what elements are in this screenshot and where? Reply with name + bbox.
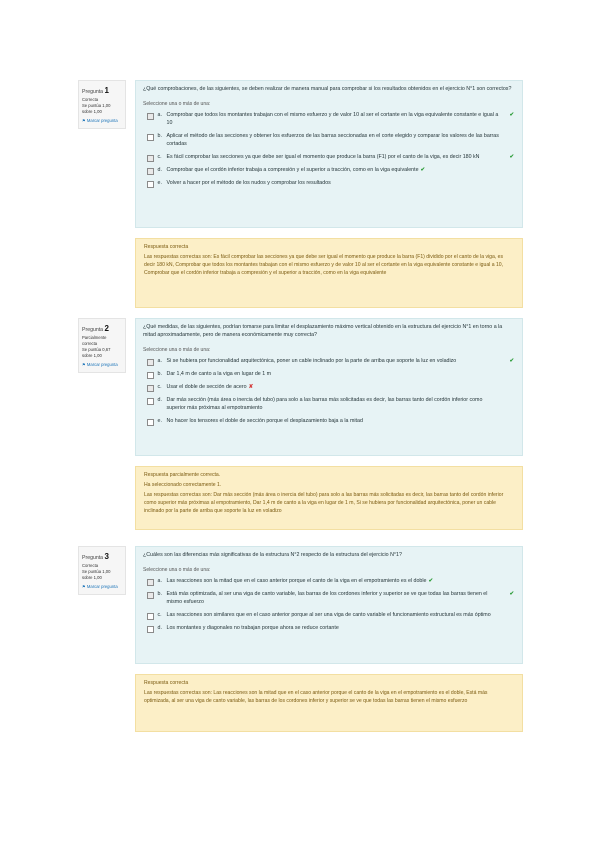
answer-option-d[interactable]: d. Los montantes y diagonales no trabajan porque ahora se reduce cortante bbox=[143, 625, 514, 633]
answer-option-a[interactable]: a. Si se hubiera por funcionalidad arquitectónica, poner un cable inclinado por la parte de arriba que soporte la luz en voladizo ✔ bbox=[143, 358, 514, 366]
question-number: Pregunta 1 bbox=[82, 86, 109, 95]
question-text: ¿Qué medidas, de las siguientes, podrían tomarse para limitar el desplazamiento máximo vertical obtenido en la estructura del ejercicio N°1 en torno a la mitad aproximadamente, pero de manera económicamente muy correcta? bbox=[143, 324, 503, 338]
feedback-text: Las respuestas correctas son: Las reacciones son la mitad que en el caso anterior porque el canto de la viga en el empotramiento es el doble, Está más optimizada, al ser una viga de canto variable, las barras de los cordones inferior y superior se ve que todas las barras tienen el mismo esfuerzo bbox=[144, 689, 488, 704]
checkbox[interactable] bbox=[147, 359, 154, 366]
answer-option-e[interactable]: e. No hacer los tensores el doble de sección porque el desplazamiento baja a la mitad bbox=[143, 418, 514, 426]
answer-option-c[interactable]: c. Usar el doble de sección de acero ✘ bbox=[143, 384, 514, 392]
answer-option-a[interactable]: a. Las reacciones son la mitad que en el caso anterior porque el canto de la viga en el empotramiento es el doble ✔ bbox=[143, 578, 514, 586]
feedback-text: Las respuestas correctas son: Es fácil comprobar las secciones ya que debe ser igual el momento que produce la barra (F1) dividido por el canto de la viga, es decir 180 kN, Comprobar que todos los montantes trabajan con el mismo esfuerzo y de valor 10 al ser el cortante en la viga equivalente constante e igual a 10, Comprobar que el cordón inferior trabaja a compresión y el superior a tracción, como en la viga equivalente bbox=[144, 253, 504, 276]
flag-question-link[interactable]: ⚑ Marcar pregunta bbox=[82, 361, 118, 367]
flag-question-link[interactable]: ⚑ Marcar pregunta bbox=[82, 583, 118, 589]
question-status: Correcta bbox=[82, 96, 99, 102]
question-2-info bbox=[78, 318, 126, 373]
feedback-heading: Respuesta correcta bbox=[144, 244, 189, 250]
question-1-box bbox=[135, 80, 523, 228]
answer-option-a[interactable]: a. Comprobar que todos los montantes trabajan con el mismo esfuerzo y de valor 10 al ser el cortante en la viga equivalente constante e igual a 10 ✔ bbox=[143, 112, 514, 128]
cross-icon: ✘ bbox=[248, 384, 254, 391]
check-icon: ✔ bbox=[509, 358, 514, 365]
flag-question-link[interactable]: ⚑ Marcar pregunta bbox=[82, 117, 118, 123]
checkbox[interactable] bbox=[147, 613, 154, 620]
answer-option-d[interactable]: d. Comprobar que el cordón inferior trabaja a compresión y el superior a tracción, como en la viga equivalente ✔ bbox=[143, 167, 514, 175]
check-icon: ✔ bbox=[428, 578, 433, 585]
question-2-box bbox=[135, 318, 523, 456]
checkbox[interactable] bbox=[147, 181, 154, 188]
feedback-selected-count: Ha seleccionado correctamente 1. bbox=[144, 481, 222, 488]
checkbox[interactable] bbox=[147, 134, 154, 141]
question-number: Pregunta 3 bbox=[82, 552, 109, 561]
answer-option-b[interactable]: b. Aplicar el método de las secciones y obtener los esfuerzos de las barras seccionadas en el corte elegido y comparar los valores de las barras cortadas bbox=[143, 133, 514, 149]
question-3-info bbox=[78, 546, 126, 595]
checkbox[interactable] bbox=[147, 626, 154, 633]
answer-option-c[interactable]: c. Las reacciones son similares que en el caso anterior porque al ser una viga de canto variable el funcionamiento estructural es más óptimo bbox=[143, 612, 514, 620]
answer-option-c[interactable]: c. Es fácil comprobar las secciones ya que debe ser igual el momento que produce la barra (F1) por el canto de la viga, es decir 180 kN ✔ bbox=[143, 154, 514, 162]
answer-prompt: Seleccione una o más de una: bbox=[143, 566, 211, 573]
answer-option-d[interactable]: d. Dar más sección (más área o inercia del tubo) para solo a las barras más solicitadas es decir, las barras tanto del cordón inferior como superior más próximas al empotramiento bbox=[143, 397, 514, 413]
question-2-feedback bbox=[135, 466, 523, 530]
checkbox[interactable] bbox=[147, 372, 154, 379]
question-number: Pregunta 2 bbox=[82, 324, 109, 333]
question-text: ¿Qué comprobaciones, de las siguientes, se deben realizar de manera manual para comprobar si los resultados obtenidos en el ejercicio N°1 son correctos? bbox=[143, 86, 512, 92]
question-status: Parcialmente correcta bbox=[82, 334, 107, 346]
answer-option-e[interactable]: e. Volver a hacer por el método de los nudos y comprobar los resultados bbox=[143, 180, 514, 188]
checkbox[interactable] bbox=[147, 155, 154, 162]
checkbox[interactable] bbox=[147, 168, 154, 175]
check-icon: ✔ bbox=[509, 154, 514, 161]
answer-prompt: Seleccione una o más de una: bbox=[143, 100, 211, 107]
feedback-text: Las respuestas correctas son: Dar más sección (más área o inercia del tubo) para solo a las barras más solicitadas es decir, las barras tanto del cordón inferior como superior más próximas al empotramiento, Dar 1,4 m de canto a la viga en lugar de 1 m, Si se hubiera por funcionalidad arquitectónica, poner un cable inclinado por la parte de arriba que soporte la luz en voladizo bbox=[144, 491, 504, 514]
answer-prompt: Seleccione una o más de una: bbox=[143, 346, 211, 353]
answer-option-b[interactable]: b. Dar 1,4 m de canto a la viga en lugar de 1 m bbox=[143, 371, 514, 379]
check-icon: ✔ bbox=[509, 591, 514, 598]
check-icon: ✔ bbox=[509, 112, 514, 119]
question-score: Se puntúa 1,00 sobre 1,00 bbox=[82, 568, 111, 580]
question-1-info bbox=[78, 80, 126, 129]
check-icon: ✔ bbox=[420, 167, 425, 174]
checkbox[interactable] bbox=[147, 419, 154, 426]
question-1-feedback bbox=[135, 238, 523, 308]
checkbox[interactable] bbox=[147, 398, 154, 405]
question-score: Se puntúa 1,00 sobre 1,00 bbox=[82, 102, 111, 114]
question-status: Correcta bbox=[82, 562, 99, 568]
question-score: Se puntúa 0,67 sobre 1,00 bbox=[82, 346, 111, 358]
checkbox[interactable] bbox=[147, 592, 154, 599]
question-text: ¿Cuáles son las diferencias más significativas de la estructura N°2 respecto de la estructura del ejercicio N°1? bbox=[143, 552, 402, 558]
feedback-heading: Respuesta correcta bbox=[144, 680, 189, 686]
feedback-heading: Respuesta parcialmente correcta. bbox=[144, 472, 221, 478]
checkbox[interactable] bbox=[147, 113, 154, 120]
question-3-feedback bbox=[135, 674, 523, 732]
answer-option-b[interactable]: b. Está más optimizada, al ser una viga de canto variable, las barras de los cordones inferior y superior se ve que todas las barras tienen el mismo esfuerzo ✔ bbox=[143, 591, 514, 607]
question-3-box bbox=[135, 546, 523, 664]
checkbox[interactable] bbox=[147, 579, 154, 586]
checkbox[interactable] bbox=[147, 385, 154, 392]
